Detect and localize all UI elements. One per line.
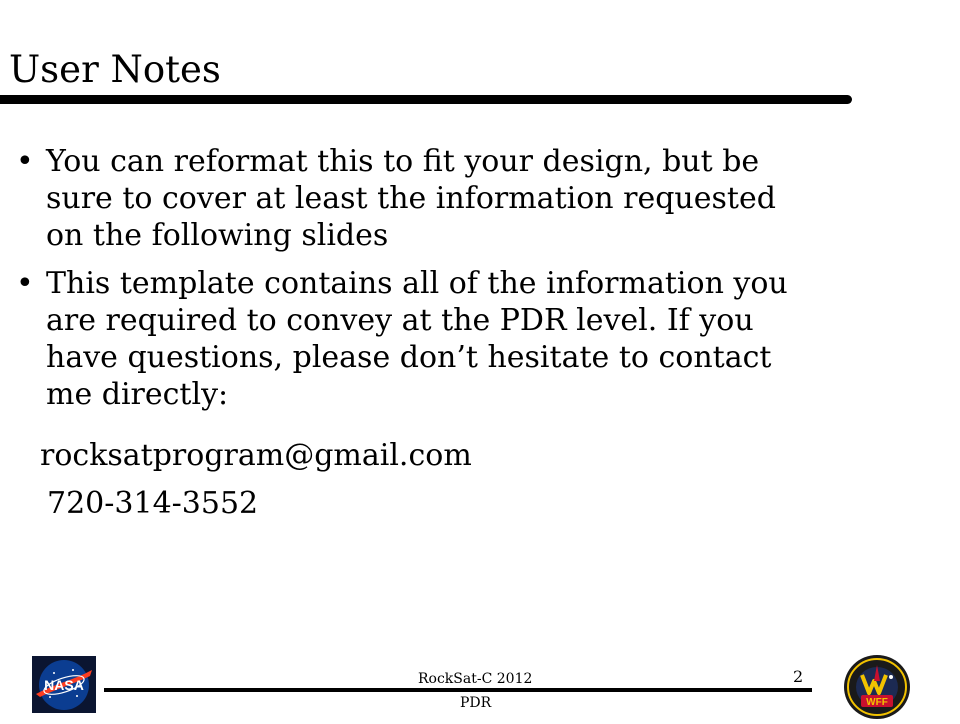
- bullet-text: You can reformat this to fit your design, but be sure to cover at least the information requested on the following slides: [46, 144, 776, 253]
- nasa-meatball-icon: [32, 656, 96, 713]
- contact-phone: 720-314-3552: [47, 486, 259, 521]
- bullet-item: [16, 265, 816, 413]
- bullet-marker: •: [16, 266, 34, 301]
- bullet-item: [16, 143, 816, 254]
- footer-phase-label: PDR: [460, 695, 492, 711]
- wff-logo-label: WFF: [866, 697, 888, 708]
- bullet-list: [16, 143, 816, 424]
- footer-rule: [104, 688, 812, 692]
- title-underline: [0, 95, 852, 104]
- slide-title: User Notes: [9, 48, 221, 91]
- nasa-logo-label: NASA: [44, 677, 84, 693]
- contact-email: rocksatprogram@gmail.com: [40, 438, 472, 473]
- wff-patch-icon: [840, 647, 914, 720]
- footer-event-label: RockSat-C 2012: [418, 671, 533, 687]
- bullet-marker: •: [16, 144, 34, 179]
- bullet-text: This template contains all of the information you are required to convey at the PDR level. If you have questions, please don’t hesitate to contact me directly:: [46, 266, 788, 412]
- nasa-logo-icon: [32, 656, 96, 713]
- wff-logo-icon: [840, 647, 914, 720]
- page-number: 2: [793, 667, 804, 686]
